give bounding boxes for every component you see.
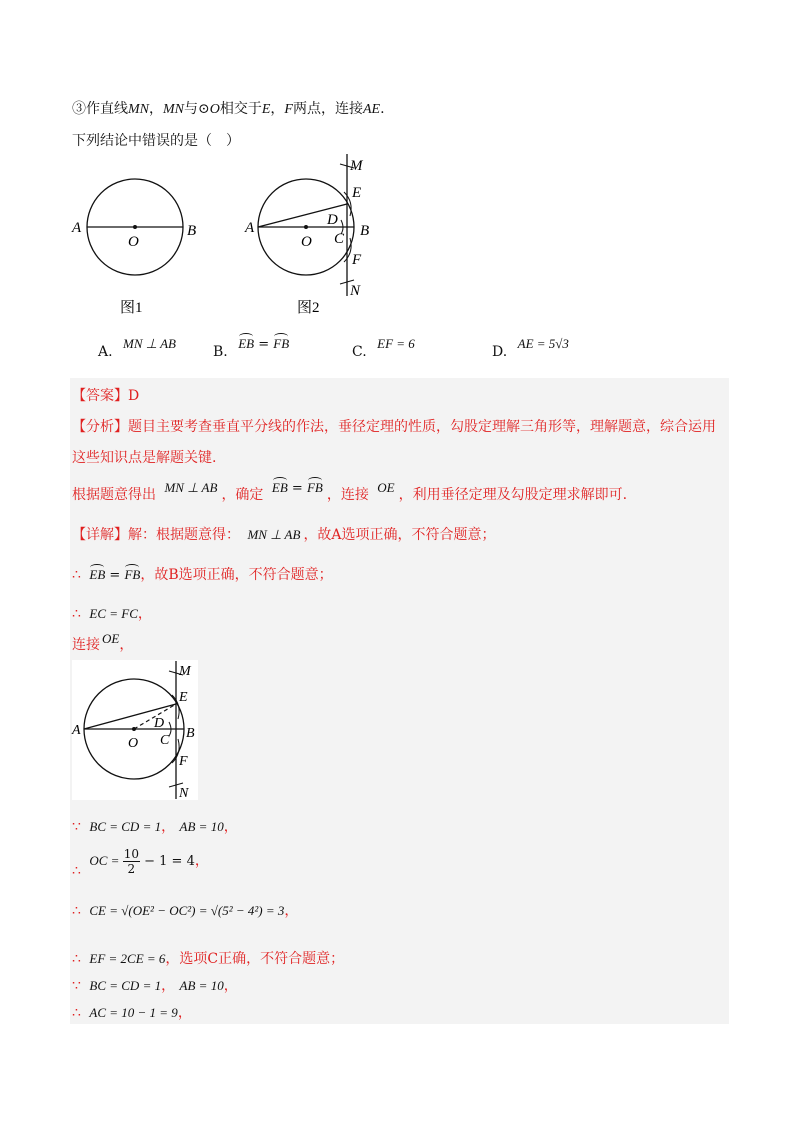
label-o-1: O [128,234,139,250]
fraction [123,847,140,876]
detail-bc-cd: BC = CD = 1 [89,819,162,834]
because-symbol: ∵ [72,978,81,994]
comma: ， [223,819,238,835]
detail-line-8 [72,948,344,968]
detail-bc-cd-2: BC = CD = 1 [89,978,162,993]
label-b-3: B [186,726,195,741]
option-a [98,336,176,360]
comma: ， [137,606,152,622]
detail-line-4 [72,631,134,654]
option-c [352,336,415,360]
label-c-3: C [160,733,170,748]
eq-sign: = [254,337,274,352]
detail-arc-eb: EB [89,567,106,582]
answer-label: 【答案】 [72,388,128,404]
arc-fb: FB [273,336,290,351]
center-point-1 [133,225,137,229]
detail-l2-b: ，故B选项正确，不符合题意； [140,567,333,583]
frac-num: 10 [123,847,139,861]
label-a-3: A [72,723,81,738]
figure-2 [244,154,369,316]
label-a-1: A [72,220,82,236]
answer-line [72,385,139,405]
detail-l1-a: 解：根据题意得： [128,527,240,543]
option-d [492,336,569,360]
option-b-letter: B. [213,344,228,360]
therefore-symbol: ∴ [72,606,81,622]
option-c-expr: EF = 6 [377,336,415,351]
detail-oe: OE [102,631,120,646]
detail-eq: = [105,568,125,583]
label-m: M [350,158,363,174]
therefore-symbol: ∴ [72,567,81,583]
therefore-symbol: ∴ [72,1005,81,1021]
label-d-3: D [154,716,165,731]
two-points-text: 两点，连接 [292,101,363,117]
ae-label: AE [362,102,381,117]
analysis-l3-b: ，确定 [221,487,264,503]
detail-line-9 [72,975,238,995]
detail-label: 【详解】 [72,527,128,543]
answer-value: D [128,388,140,404]
intro-step-line: ③作直线MN，MN与⊙O相交于E，F两点，连接AE. [72,101,385,117]
option-b [213,336,290,360]
label-n-3: N [179,786,189,801]
analysis-eq: = [287,481,307,496]
figure-1 [71,179,196,316]
therefore-symbol: ∴ [72,951,81,967]
detail-line-6 [72,847,209,879]
detail-l2-expr [89,568,140,583]
detail-ab: AB = 10 [179,819,224,834]
label-b-1: B [187,223,197,239]
analysis-oe: OE [377,480,395,495]
label-o-2: O [301,234,312,250]
analysis-line-3 [72,480,628,504]
comma: ， [177,1005,192,1021]
figures-svg [60,150,460,320]
detail-ec-fc: EC = FC [89,606,138,621]
detail-connect-text: 连接 [72,637,100,653]
detail-arc-fb: FB [124,567,141,582]
center-point-2 [304,225,308,229]
comma: ， [284,903,299,919]
analysis-label: 【分析】 [72,419,128,435]
analysis-text-1: 题目主要考查垂直平分线的作法，垂径定理的性质，勾股定理解三角形等，理解题意，综合运用 [128,419,716,435]
detail-line-3 [72,603,152,623]
detail-ac-expr: AC = 10 − 1 = 9 [89,1005,178,1020]
analysis-line-2: 这些知识点是解题关键. [72,450,217,466]
arc-eb: EB [238,336,255,351]
analysis-line-1 [72,416,716,436]
comma: ， [119,637,134,653]
question-line: 下列结论中错误的是（ ） [72,133,240,149]
detail-oc-rest: − 1 = 4 [140,854,195,869]
figure-3 [70,659,200,801]
label-c: C [334,231,345,247]
detail-ef-expr: EF = 2CE = 6 [89,951,166,966]
label-f: F [352,252,362,268]
because-symbol: ∵ [72,819,81,835]
fig1-caption: 图1 [120,300,143,316]
label-a-2: A [245,220,255,236]
detail-l1-expr: MN ⊥ AB [247,527,301,542]
detail-line-1 [72,524,496,544]
label-n: N [350,283,361,299]
detail-ab-2: AB = 10 [179,978,224,993]
comma: ， [223,978,238,994]
frac-den: 2 [127,862,136,876]
label-m-3: M [179,664,191,679]
option-a-expr: MN ⊥ AB [123,336,176,351]
analysis-arc-expr [272,481,323,496]
therefore-symbol: ∴ [72,863,81,879]
analysis-arc-eb: EB [271,480,288,495]
option-a-letter: A. [98,344,113,360]
analysis-arc-fb: FB [306,480,323,495]
detail-l1-b: ，故A选项正确，不符合题意； [303,527,496,543]
detail-oc-label: OC = [89,853,123,868]
analysis-l3-c: ，连接 [326,487,369,503]
label-b-2: B [360,223,370,239]
detail-line-7 [72,900,298,920]
label-o-3: O [128,736,139,751]
detail-l8-b: ，选项C正确，不符合题意； [165,951,345,967]
comma: ， [161,978,176,994]
e-label: E [261,102,271,117]
comma: ， [194,853,209,869]
option-d-expr: AE = 5√3 [517,336,569,351]
detail-line-10 [72,1002,192,1022]
label-f-3: F [179,754,188,769]
o-label: O [209,102,220,117]
f-label: F [284,102,293,117]
therefore-symbol: ∴ [72,903,81,919]
label-d: D [327,212,338,228]
detail-ce-expr: CE = √(OE² − OC²) = √(5² − 4²) = 3 [89,903,285,918]
with-circle-text: 与⊙ [184,101,210,117]
option-c-letter: C. [352,344,367,360]
option-b-expr [238,337,289,352]
option-d-letter: D. [492,344,508,360]
step-text: ③作直线 [72,101,128,117]
analysis-l3-a: 根据题意得出 [72,487,156,503]
detail-line-5 [72,816,238,836]
analysis-mn-ab: MN ⊥ AB [164,480,218,495]
mn-label-2: MN [163,102,184,117]
label-e-3: E [179,690,188,705]
detail-line-2 [72,564,333,584]
label-e: E [352,185,362,201]
comma: ， [161,819,176,835]
detail-oc-expr [89,847,195,876]
fig2-caption: 图2 [297,300,320,316]
mn-label: MN [128,102,149,117]
intersect-text: 相交于 [219,101,262,117]
analysis-l3-d: ，利用垂径定理及勾股定理求解即可. [398,487,628,503]
